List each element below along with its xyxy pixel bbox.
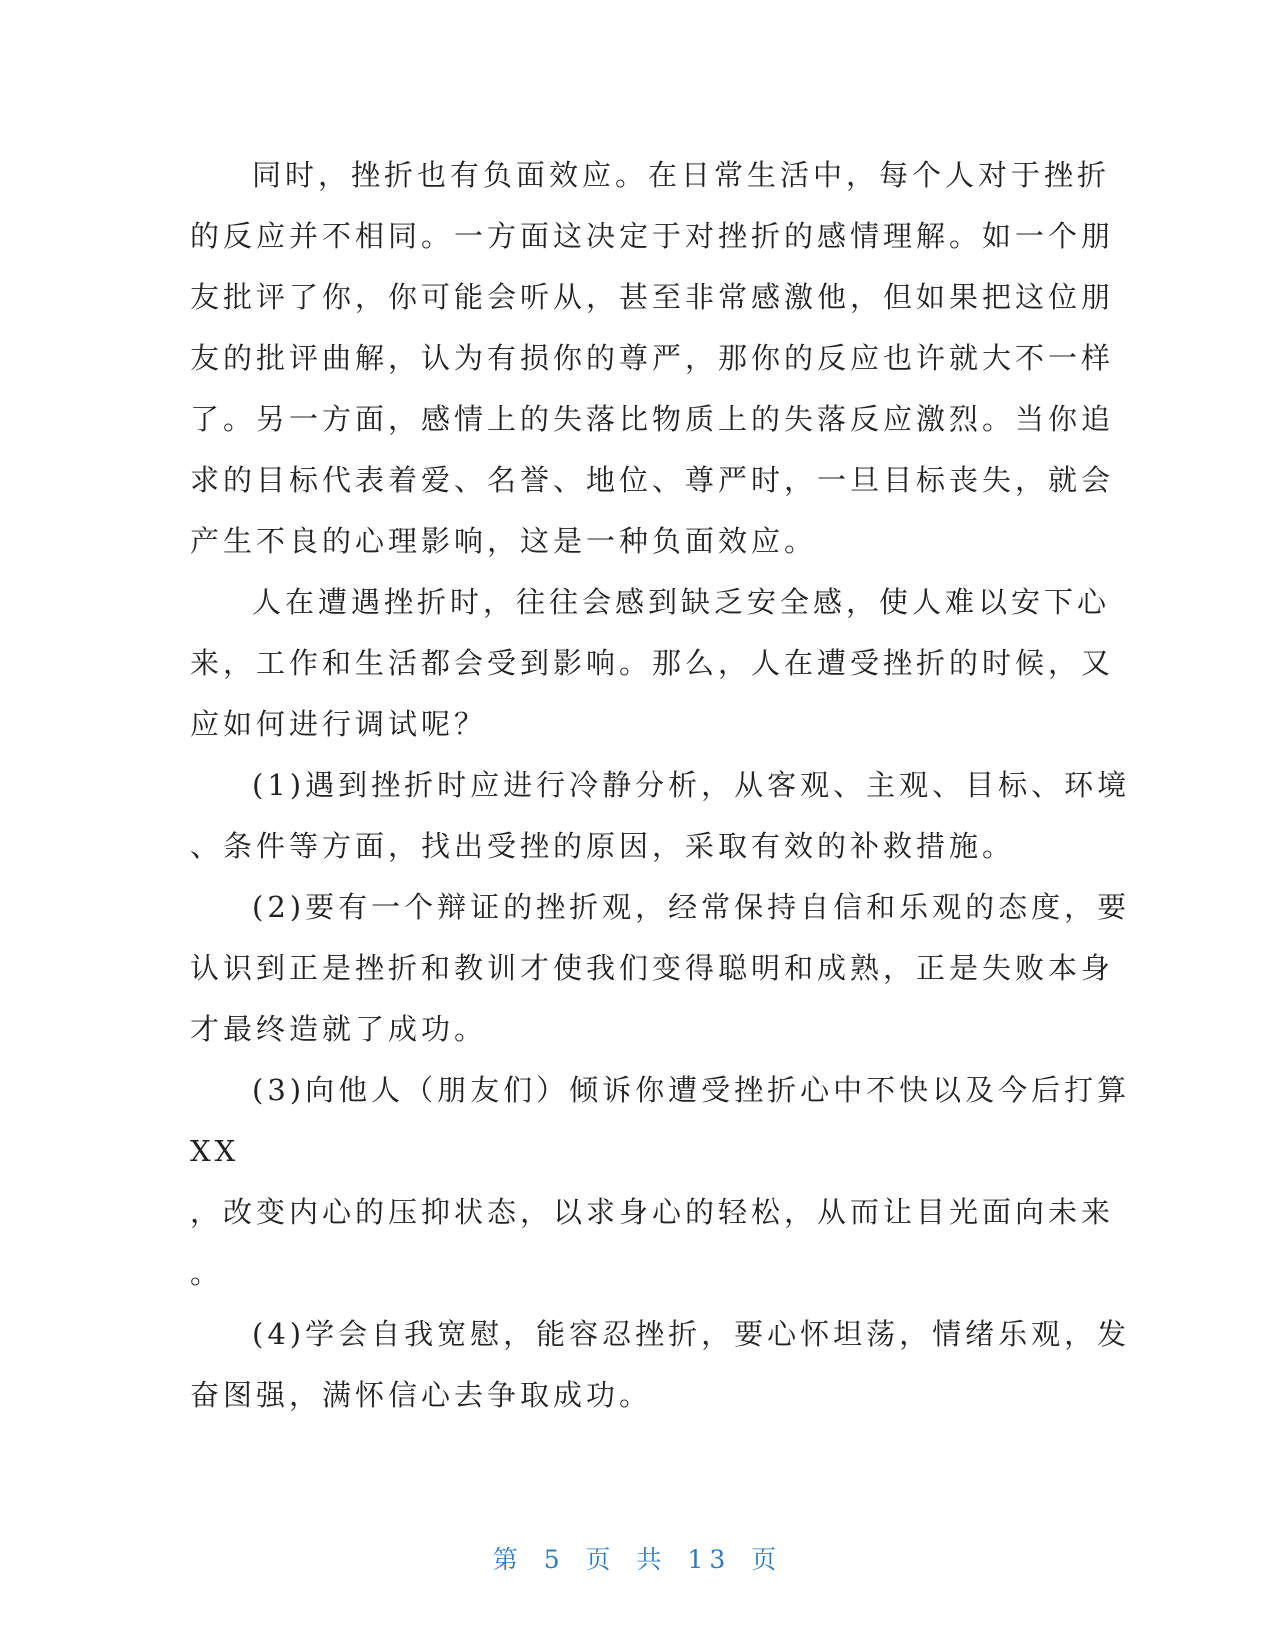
text-line: XX xyxy=(190,1134,240,1168)
text-line: 认识到正是挫折和教训才使我们变得聪明和成熟，正是失败本身 xyxy=(190,951,1115,985)
text-line: (3)向他人（朋友们）倾诉你遭受挫折心中不快以及今后打算 xyxy=(252,1073,1131,1107)
text-line: 了。另一方面，感情上的失落比物质上的失落反应激烈。当你追 xyxy=(190,402,1115,436)
text-line: (2)要有一个辩证的挫折观，经常保持自信和乐观的态度，要 xyxy=(252,890,1131,924)
text-line: 奋图强，满怀信心去争取成功。 xyxy=(190,1378,653,1412)
text-line: ，改变内心的压抑状态，以求身心的轻松，从而让目光面向未来 xyxy=(190,1195,1115,1229)
text-line: 来，工作和生活都会受到影响。那么，人在遭受挫折的时候，又 xyxy=(190,646,1115,680)
footer-suffix: 页 xyxy=(751,1545,783,1574)
text-line: 产生不良的心理影响，这是一种负面效应。 xyxy=(190,524,818,558)
footer-prefix: 第 xyxy=(492,1545,524,1574)
text-line: 。 xyxy=(190,1256,224,1290)
footer-page-word: 页 xyxy=(585,1545,617,1574)
text-line: 人在遭遇挫折时，往往会感到缺乏安全感，使人难以安下心 xyxy=(252,585,1111,619)
text-line: (1)遇到挫折时应进行冷静分析，从客观、主观、目标、环境 xyxy=(252,768,1131,802)
footer-total-word: 共 xyxy=(636,1545,668,1574)
text-line: 、条件等方面，找出受挫的原因，采取有效的补救措施。 xyxy=(190,829,1016,863)
text-line: 的反应并不相同。一方面这决定于对挫折的感情理解。如一个朋 xyxy=(190,219,1115,253)
text-line: 求的目标代表着爱、名誉、地位、尊严时，一旦目标丧失，就会 xyxy=(190,463,1115,497)
total-pages-number: 13 xyxy=(687,1545,732,1574)
page-footer xyxy=(0,1540,1275,1576)
text-line: (4)学会自我宽慰，能容忍挫折，要心怀坦荡，情绪乐观，发 xyxy=(252,1317,1131,1351)
text-line: 才最终造就了成功。 xyxy=(190,1012,488,1046)
text-line: 同时，挫折也有负面效应。在日常生活中，每个人对于挫折 xyxy=(252,158,1111,192)
text-line: 应如何进行调试呢？ xyxy=(190,707,488,741)
text-line: 友批评了你，你可能会听从，甚至非常感激他，但如果把这位朋 xyxy=(190,280,1115,314)
current-page-number: 5 xyxy=(543,1545,566,1574)
text-line: 友的批评曲解，认为有损你的尊严，那你的反应也许就大不一样 xyxy=(190,341,1115,375)
body-text xyxy=(190,145,1131,1426)
